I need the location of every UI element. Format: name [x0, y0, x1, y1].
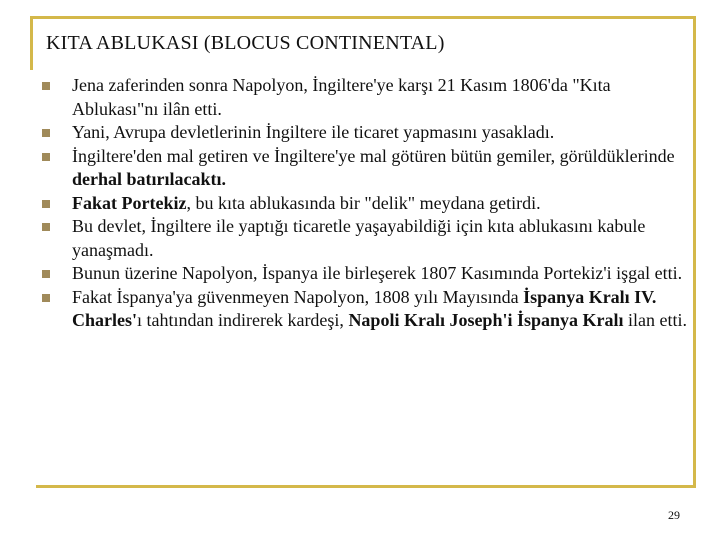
page-number: 29: [668, 508, 680, 522]
square-bullet-icon: [42, 153, 50, 161]
bullet-item: [40, 262, 690, 286]
bullet-bold-text: derhal batırılacaktı.: [72, 169, 226, 189]
bullet-text: Jena zaferinden sonra Napolyon, İngiltere'ye karşı 21 Kasım 1806'da "Kıta Ablukası"nı ilân etti.: [72, 75, 611, 119]
bullet-text: Bunun üzerine Napolyon, İspanya ile birleşerek 1807 Kasımında Portekiz'i işgal etti.: [72, 263, 683, 283]
bullet-text: İngiltere'den mal getiren ve İngiltere'ye mal götüren bütün gemiler, görüldüklerinde: [72, 145, 675, 166]
bottom-rule: [36, 485, 696, 488]
bullet-item: [40, 192, 690, 216]
top-rule: [30, 16, 694, 19]
bullet-text: Yani, Avrupa devletlerinin İngiltere ile ticaret yapmasını yasakladı.: [72, 122, 555, 142]
bullet-bold-text: Napoli Kralı Joseph'i İspanya Kralı: [348, 310, 624, 330]
bullet-bold-text: İspanya Kralı IV. Charles': [72, 286, 657, 330]
bullet-text: Bu devlet, İngiltere ile yaptığı ticaretle yaşayabildiği için kıta ablukasını kabule yanaşmadı.: [72, 216, 646, 260]
bullet-text: Fakat İspanya'ya güvenmeyen Napolyon, 1808 yılı Mayısında: [72, 286, 524, 307]
square-bullet-icon: [42, 200, 50, 208]
bullet-bold-text: Fakat Portekiz: [72, 192, 187, 213]
square-bullet-icon: [42, 294, 50, 302]
bullet-text: ı tahtından indirerek kardeşi,: [137, 310, 349, 330]
square-bullet-icon: [42, 223, 50, 231]
bullet-item: [40, 215, 690, 262]
bullet-item: [40, 121, 690, 145]
bullet-item: [40, 74, 690, 121]
square-bullet-icon: [42, 270, 50, 278]
bullet-text: ilan etti.: [623, 310, 687, 330]
bullet-list: [40, 74, 690, 333]
slide-title: KITA ABLUKASI (BLOCUS CONTINENTAL): [46, 32, 445, 54]
square-bullet-icon: [42, 129, 50, 137]
square-bullet-icon: [42, 82, 50, 90]
bullet-text: , bu kıta ablukasında bir "delik" meydana getirdi.: [186, 192, 541, 213]
left-rule: [30, 18, 33, 70]
bullet-item: [40, 145, 690, 192]
bullet-item: [40, 286, 690, 333]
right-rule: [693, 16, 696, 486]
